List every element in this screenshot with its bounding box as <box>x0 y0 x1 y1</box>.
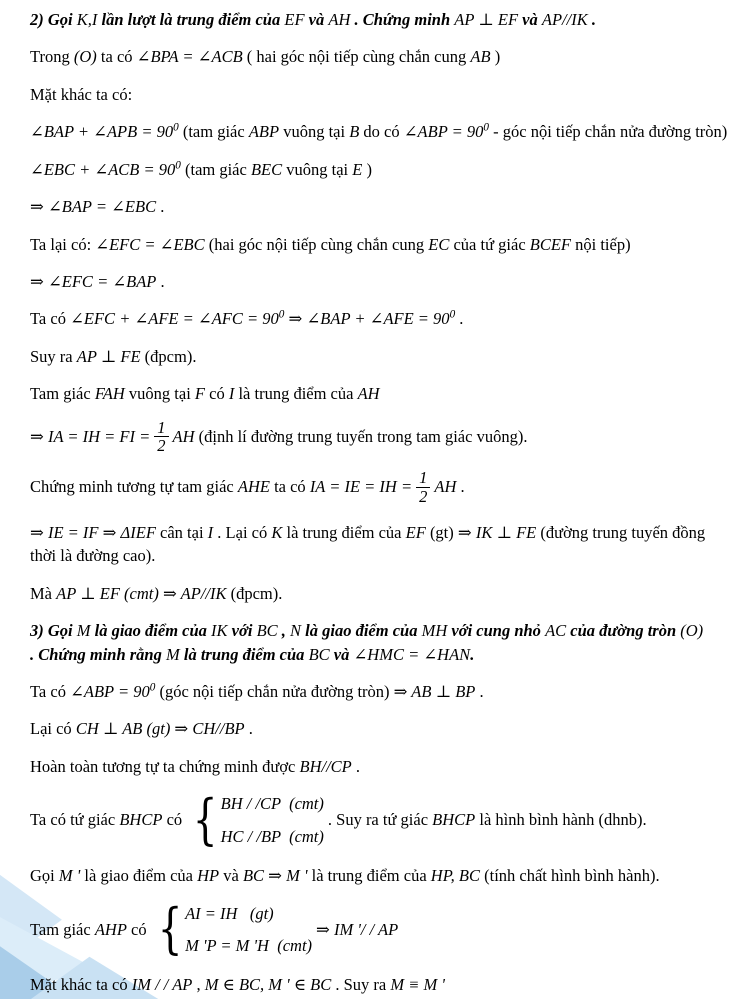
math-run: I <box>228 384 235 404</box>
line-ap-parallel-ik <box>30 582 729 605</box>
text-run: (tam giác <box>178 122 249 142</box>
math-run: AC <box>545 621 567 641</box>
fraction: $\frac{1}{2}$ <box>416 469 430 506</box>
text-run: ta có <box>269 477 310 497</box>
math-run: AP ⊥ FE <box>76 346 141 366</box>
math-run: M ' <box>58 866 81 886</box>
line-ch-perp-ab <box>30 717 729 740</box>
math-run: HP, BC <box>430 866 480 886</box>
math-run: ∠BAP + ∠APB = 90 <box>30 122 174 142</box>
text-run: Hoàn toàn tương tự ta chứng minh được <box>30 756 300 776</box>
text-run: Chứng minh tương tự tam giác <box>30 477 238 497</box>
math-run: ∠ABP = 90 <box>403 122 484 142</box>
math-run: AP ⊥ EF (cmt) ⇒ AP//IK <box>56 583 227 603</box>
math-run: EF <box>284 10 305 29</box>
math-run: AB <box>470 47 491 67</box>
text-run: Ta có tứ giác <box>30 810 120 830</box>
text-run: ( hai góc nội tiếp cùng chắn cung <box>242 47 471 67</box>
text-run: có <box>162 810 187 830</box>
line-bh-parallel-cp <box>30 755 729 778</box>
system-rows <box>185 902 312 958</box>
bold-run: lần lượt là trung điểm của <box>97 10 285 29</box>
math-run: BHCP <box>432 810 476 830</box>
math-run: BC ⇒ M ' <box>242 866 308 886</box>
line-ie-if-isoceles <box>30 521 729 568</box>
text-run: (đường trung tuyến đồng thời là đường cao). <box>30 522 706 566</box>
math-run: B <box>349 122 360 142</box>
text-run: . <box>156 271 165 291</box>
system-bhcp <box>30 787 729 851</box>
bold-run: với cung nhỏ <box>447 621 546 641</box>
text-run: Trong <box>30 47 74 67</box>
line-on-other-hand <box>30 83 729 106</box>
math-run: ⇒ IK ⊥ FE <box>457 522 537 542</box>
system-ahp <box>30 897 729 961</box>
math-run: IA = IE = IH = <box>309 477 413 497</box>
math-run: (O) <box>680 621 704 641</box>
math-run: EF <box>405 522 426 542</box>
text-run: là trung điểm của <box>282 522 406 542</box>
superscript-run: 0 <box>149 681 156 694</box>
math-run: AHE <box>237 477 270 497</box>
line-ap-perp-fe <box>30 345 729 368</box>
left-brace: { <box>193 787 218 851</box>
text-run: (đpcm). <box>226 583 283 603</box>
text-run: . <box>475 682 484 701</box>
math-run: CH ⊥ AB (gt) ⇒ CH//BP <box>75 719 245 739</box>
math-run: ⇒ IM '/ / AP <box>316 919 399 939</box>
math-run: BH//CP <box>299 756 352 776</box>
text-run: . Suy ra tứ giác <box>327 810 433 830</box>
text-run: (định lí đường trung tuyến trong tam giác vuông). <box>194 426 528 446</box>
math-run: IM / / AP <box>131 975 193 995</box>
bold-run: . Chứng minh <box>350 10 455 29</box>
text-run: . <box>244 719 253 739</box>
math-run: ⇒ ∠BAP + ∠AFE = 90 <box>284 309 450 329</box>
math-run: AP ⊥ EF <box>454 10 519 29</box>
math-run: N <box>290 621 302 641</box>
bold-run: , <box>277 621 291 641</box>
math-run: ⇒ AB ⊥ BP <box>393 682 476 701</box>
text-run: ta có <box>96 47 137 67</box>
system-row <box>185 934 312 957</box>
bold-run: với <box>227 621 257 641</box>
bold-run: là giao điểm của <box>301 621 422 641</box>
math-run: ∠EFC = ∠EBC <box>95 234 205 254</box>
problem-2-heading <box>30 8 729 31</box>
text-run: ) <box>490 47 501 67</box>
math-run: ⇒ IE = IF ⇒ ΔIEF <box>30 522 156 542</box>
text-run: . Suy ra <box>331 975 391 995</box>
text-run: là hình bình hành (dhnb). <box>475 810 647 830</box>
text-run: Mặt khác ta có: <box>30 84 133 104</box>
text-run: Suy ra <box>30 346 77 366</box>
bold-run: . <box>470 644 475 664</box>
math-run: BC <box>308 644 330 664</box>
bold-run: và <box>304 10 329 29</box>
brace-system <box>153 897 313 961</box>
math-run: AP//IK <box>541 10 588 29</box>
superscript-run: 0 <box>483 121 489 134</box>
math-run: M ≡ M ' <box>390 975 445 995</box>
math-run: BCEF <box>529 234 572 254</box>
line-bap-equals-ebc <box>30 195 729 218</box>
system-row <box>185 902 312 925</box>
math-run: ∠ABP = 90 <box>70 682 150 701</box>
math-run: ⇒ IA = IH = FI = <box>30 426 151 446</box>
system-suffix <box>328 808 647 831</box>
bold-run: 3) Gọi <box>30 621 77 641</box>
math-run: ∠EFC + ∠AFE = ∠AFC = 90 <box>70 309 279 329</box>
math-run: ⇒ ∠BAP = ∠EBC <box>30 197 157 217</box>
text-run: Mà <box>30 583 57 603</box>
text-run: nội tiếp) <box>571 234 631 254</box>
superscript-run: 0 <box>175 159 181 172</box>
text-run: là trung điểm của <box>234 384 358 404</box>
text-run: và <box>219 866 243 886</box>
text-run: . <box>456 477 465 497</box>
text-run: , <box>192 975 205 995</box>
math-run: AH <box>328 10 351 29</box>
text-run: là giao điểm của <box>80 866 198 886</box>
line-efc-ebc <box>30 233 729 256</box>
line-abp-90 <box>30 680 729 703</box>
bold-run: 2) Gọi <box>30 10 77 29</box>
line-bap-apb <box>30 120 729 143</box>
math-run: M 'P = M 'H (cmt) <box>185 935 313 955</box>
math-run: ∠EBC + ∠ACB = 90 <box>30 159 176 179</box>
math-run: I <box>207 522 214 542</box>
math-run: E <box>352 159 363 179</box>
text-run: có <box>126 919 151 939</box>
math-run: K <box>271 522 283 542</box>
text-run: Ta có <box>30 682 71 701</box>
math-run: M <box>76 621 91 641</box>
bold-run: là giao điểm của <box>90 621 212 641</box>
text-run: Mặt khác ta có <box>30 975 132 995</box>
math-run: ABP <box>248 122 280 142</box>
text-run: (gt) <box>425 522 458 542</box>
text-run: Lại có <box>30 719 76 739</box>
text-run: Gọi <box>30 866 59 886</box>
text-run: cân tại <box>155 522 208 542</box>
bold-run: là trung điểm của <box>179 644 309 664</box>
line-triangle-fah <box>30 382 729 405</box>
brace-system <box>188 787 324 851</box>
superscript-run: 0 <box>173 121 179 134</box>
problem-3-heading <box>30 619 729 666</box>
text-run: vuông tại <box>124 384 195 404</box>
bold-run: và <box>329 644 354 664</box>
bold-run: của đường tròn <box>566 621 681 641</box>
bold-run: . Chứng minh rằng <box>30 644 166 664</box>
math-run: AI = IH (gt) <box>185 903 274 923</box>
math-run: M <box>166 644 180 664</box>
text-run: Ta lại có: <box>30 234 96 254</box>
text-run: - góc nội tiếp chắn nửa đường tròn) <box>489 122 728 142</box>
line-efc-afe-afc <box>30 307 729 330</box>
math-run: BEC <box>250 159 283 179</box>
bold-run: và <box>518 10 542 29</box>
text-run: vuông tại <box>279 122 350 142</box>
math-run: AH <box>357 384 380 404</box>
text-run: (tam giác <box>180 159 251 179</box>
text-run: là trung điểm của <box>307 866 431 886</box>
line-efc-equals-bap <box>30 270 729 293</box>
math-run: HC / /BP (cmt) <box>220 826 324 846</box>
text-run: (góc nội tiếp chắn nửa đường tròn) <box>155 682 394 701</box>
text-run: Tam giác <box>30 919 95 939</box>
line-m-prime <box>30 864 729 887</box>
line-similar-ahe <box>30 470 729 507</box>
text-run: (đpcm). <box>140 346 197 366</box>
superscript-run: 0 <box>278 308 285 321</box>
superscript-run: 0 <box>449 308 456 321</box>
math-run: AH <box>172 426 195 446</box>
system-row <box>221 792 324 815</box>
fraction: $\frac{1}{2}$ <box>154 419 168 456</box>
text-run: . <box>156 197 165 217</box>
math-run: F <box>194 384 205 404</box>
text-run: có <box>205 384 229 404</box>
math-run: ∠BPA = ∠ACB <box>136 47 243 67</box>
system-rows <box>221 792 324 848</box>
math-run: AH <box>434 477 457 497</box>
text-run: Tam giác <box>30 384 95 404</box>
math-run: BHCP <box>119 810 163 830</box>
left-brace: { <box>157 897 183 961</box>
bold-run: . <box>587 10 596 29</box>
line-m-identical <box>30 973 729 996</box>
math-run: K,I <box>76 10 98 29</box>
math-run: BH / /CP (cmt) <box>220 794 324 814</box>
system-prefix <box>30 808 186 831</box>
text-run: (hai góc nội tiếp cùng chắn cung <box>204 234 429 254</box>
math-run: HP <box>197 866 220 886</box>
text-run: . <box>351 756 361 776</box>
text-run: . <box>455 309 464 329</box>
system-prefix <box>30 918 151 941</box>
math-run: EC <box>428 234 450 254</box>
math-run: (O) <box>73 47 97 67</box>
text-run: Ta có <box>30 309 71 329</box>
math-run: ∠HMC = ∠HAN <box>353 644 471 664</box>
math-run: IK <box>211 621 228 641</box>
math-run: AHP <box>94 919 127 939</box>
system-suffix <box>316 918 398 941</box>
system-row <box>221 825 324 848</box>
math-run: MH <box>421 621 448 641</box>
text-run: vuông tại <box>282 159 353 179</box>
text-run: do có <box>359 122 404 142</box>
math-run: ⇒ ∠EFC = ∠BAP <box>30 271 157 291</box>
text-run: của tứ giác <box>449 234 530 254</box>
line-ia-ih-fi <box>30 417 729 457</box>
math-run: BC <box>256 621 278 641</box>
text-run: . Lại có <box>213 522 272 542</box>
line-inscribed-angles <box>30 45 729 68</box>
text-run: ) <box>362 159 372 179</box>
math-run: FAH <box>94 384 125 404</box>
math-run: M ∈ BC, M ' ∈ BC <box>204 975 332 995</box>
line-ebc-acb <box>30 158 729 181</box>
text-run: (tính chất hình bình hành). <box>479 866 660 886</box>
